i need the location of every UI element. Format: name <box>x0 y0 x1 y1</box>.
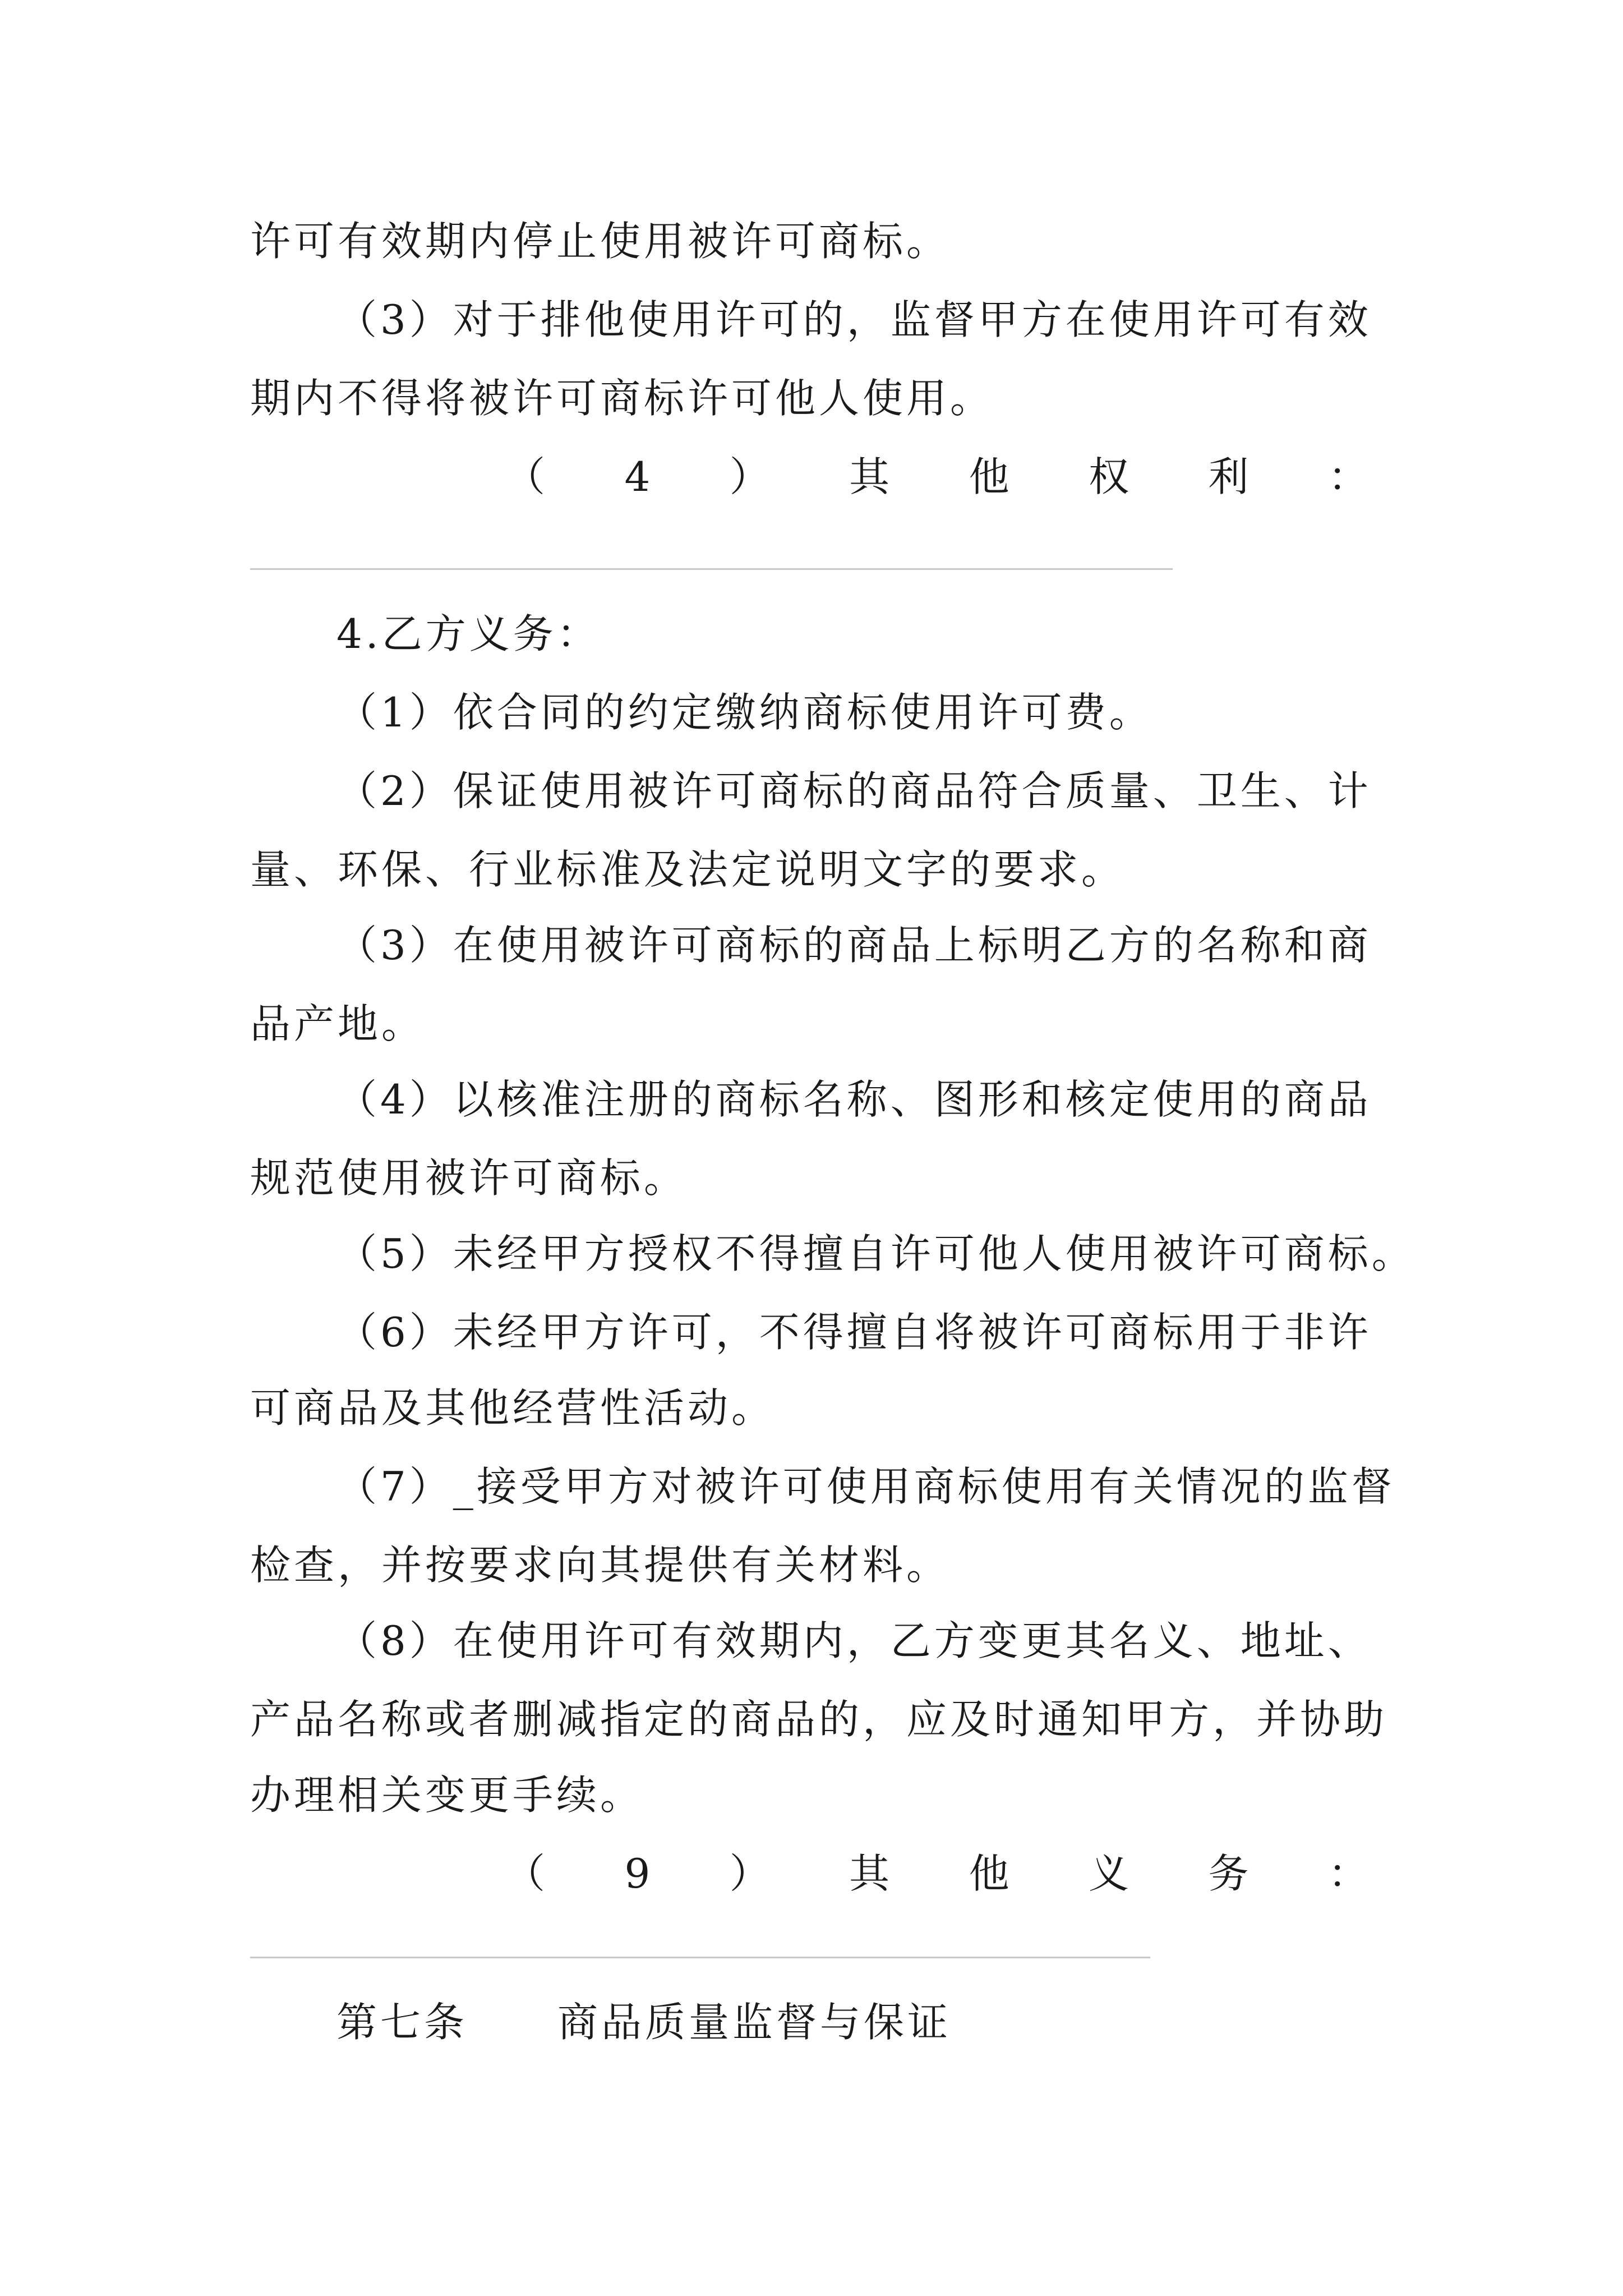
other-duties-line <box>505 1846 1368 1902</box>
justified-char: 务 <box>1208 1850 1249 1897</box>
justified-char: 9 <box>624 1850 651 1897</box>
paragraph-line: 办理相关变更手续。 <box>250 1772 644 1819</box>
section-title: 4.乙方义务： <box>336 610 601 657</box>
blank-underline <box>250 568 1173 570</box>
paragraph-line: 检查，并按要求向其提供有关材料。 <box>250 1542 951 1589</box>
paragraph-line: （1）依合同的约定缴纳商标使用许可费。 <box>336 689 1153 736</box>
paragraph-line: 期内不得将被许可商标许可他人使用。 <box>250 375 994 422</box>
blank-underline <box>250 1957 1150 1958</box>
paragraph-line: （3）对于排他使用许可的，监督甲方在使用许可有效 <box>336 296 1372 343</box>
paragraph-line: （6）未经甲方许可，不得擅自将被许可商标用于非许 <box>336 1309 1372 1356</box>
justified-char: ） <box>729 453 770 500</box>
article-heading <box>336 1994 951 2050</box>
paragraph-line: （4）以核准注册的商标名称、图形和核定使用的商品 <box>336 1076 1372 1123</box>
paragraph-line: 产品名称或者删减指定的商品的，应及时通知甲方，并协助 <box>250 1696 1388 1743</box>
justified-char: （ <box>505 453 546 500</box>
paragraph-line: 可商品及其他经营性活动。 <box>250 1384 776 1432</box>
paragraph-line: （5）未经甲方授权不得擅自许可他人使用被许可商标。 <box>336 1230 1415 1277</box>
other-rights-line <box>505 449 1368 505</box>
justified-char: ： <box>1327 1850 1368 1897</box>
justified-char: 他 <box>969 453 1009 500</box>
justified-char: ： <box>1327 453 1368 500</box>
paragraph-line: （2）保证使用被许可商标的商品符合质量、卫生、计 <box>336 767 1372 815</box>
paragraph-line: （7）_接受甲方对被许可使用商标使用有关情况的监督 <box>336 1463 1395 1510</box>
paragraph-line: （8）在使用许可有效期内，乙方变更其名义、地址、 <box>336 1617 1372 1664</box>
justified-char: 利 <box>1208 453 1249 500</box>
article-number: 第七条 <box>336 1999 468 2046</box>
justified-char: 4 <box>624 453 651 500</box>
justified-char: 他 <box>969 1850 1009 1897</box>
paragraph-line: 品产地。 <box>250 1000 426 1047</box>
justified-char: 其 <box>849 1850 890 1897</box>
justified-char: （ <box>505 1850 546 1897</box>
paragraph-line: 规范使用被许可商标。 <box>250 1154 688 1202</box>
paragraph-line: 量、环保、行业标准及法定说明文字的要求。 <box>250 846 1126 893</box>
justified-char: 义 <box>1089 1850 1129 1897</box>
justified-char: ） <box>729 1850 770 1897</box>
paragraph-line: （3）在使用被许可商标的商品上标明乙方的名称和商 <box>336 922 1372 969</box>
justified-char: 其 <box>849 453 890 500</box>
article-title: 商品质量监督与保证 <box>557 1999 952 2046</box>
justified-char: 权 <box>1089 453 1129 500</box>
paragraph-line: 许可有效期内停止使用被许可商标。 <box>250 218 951 265</box>
